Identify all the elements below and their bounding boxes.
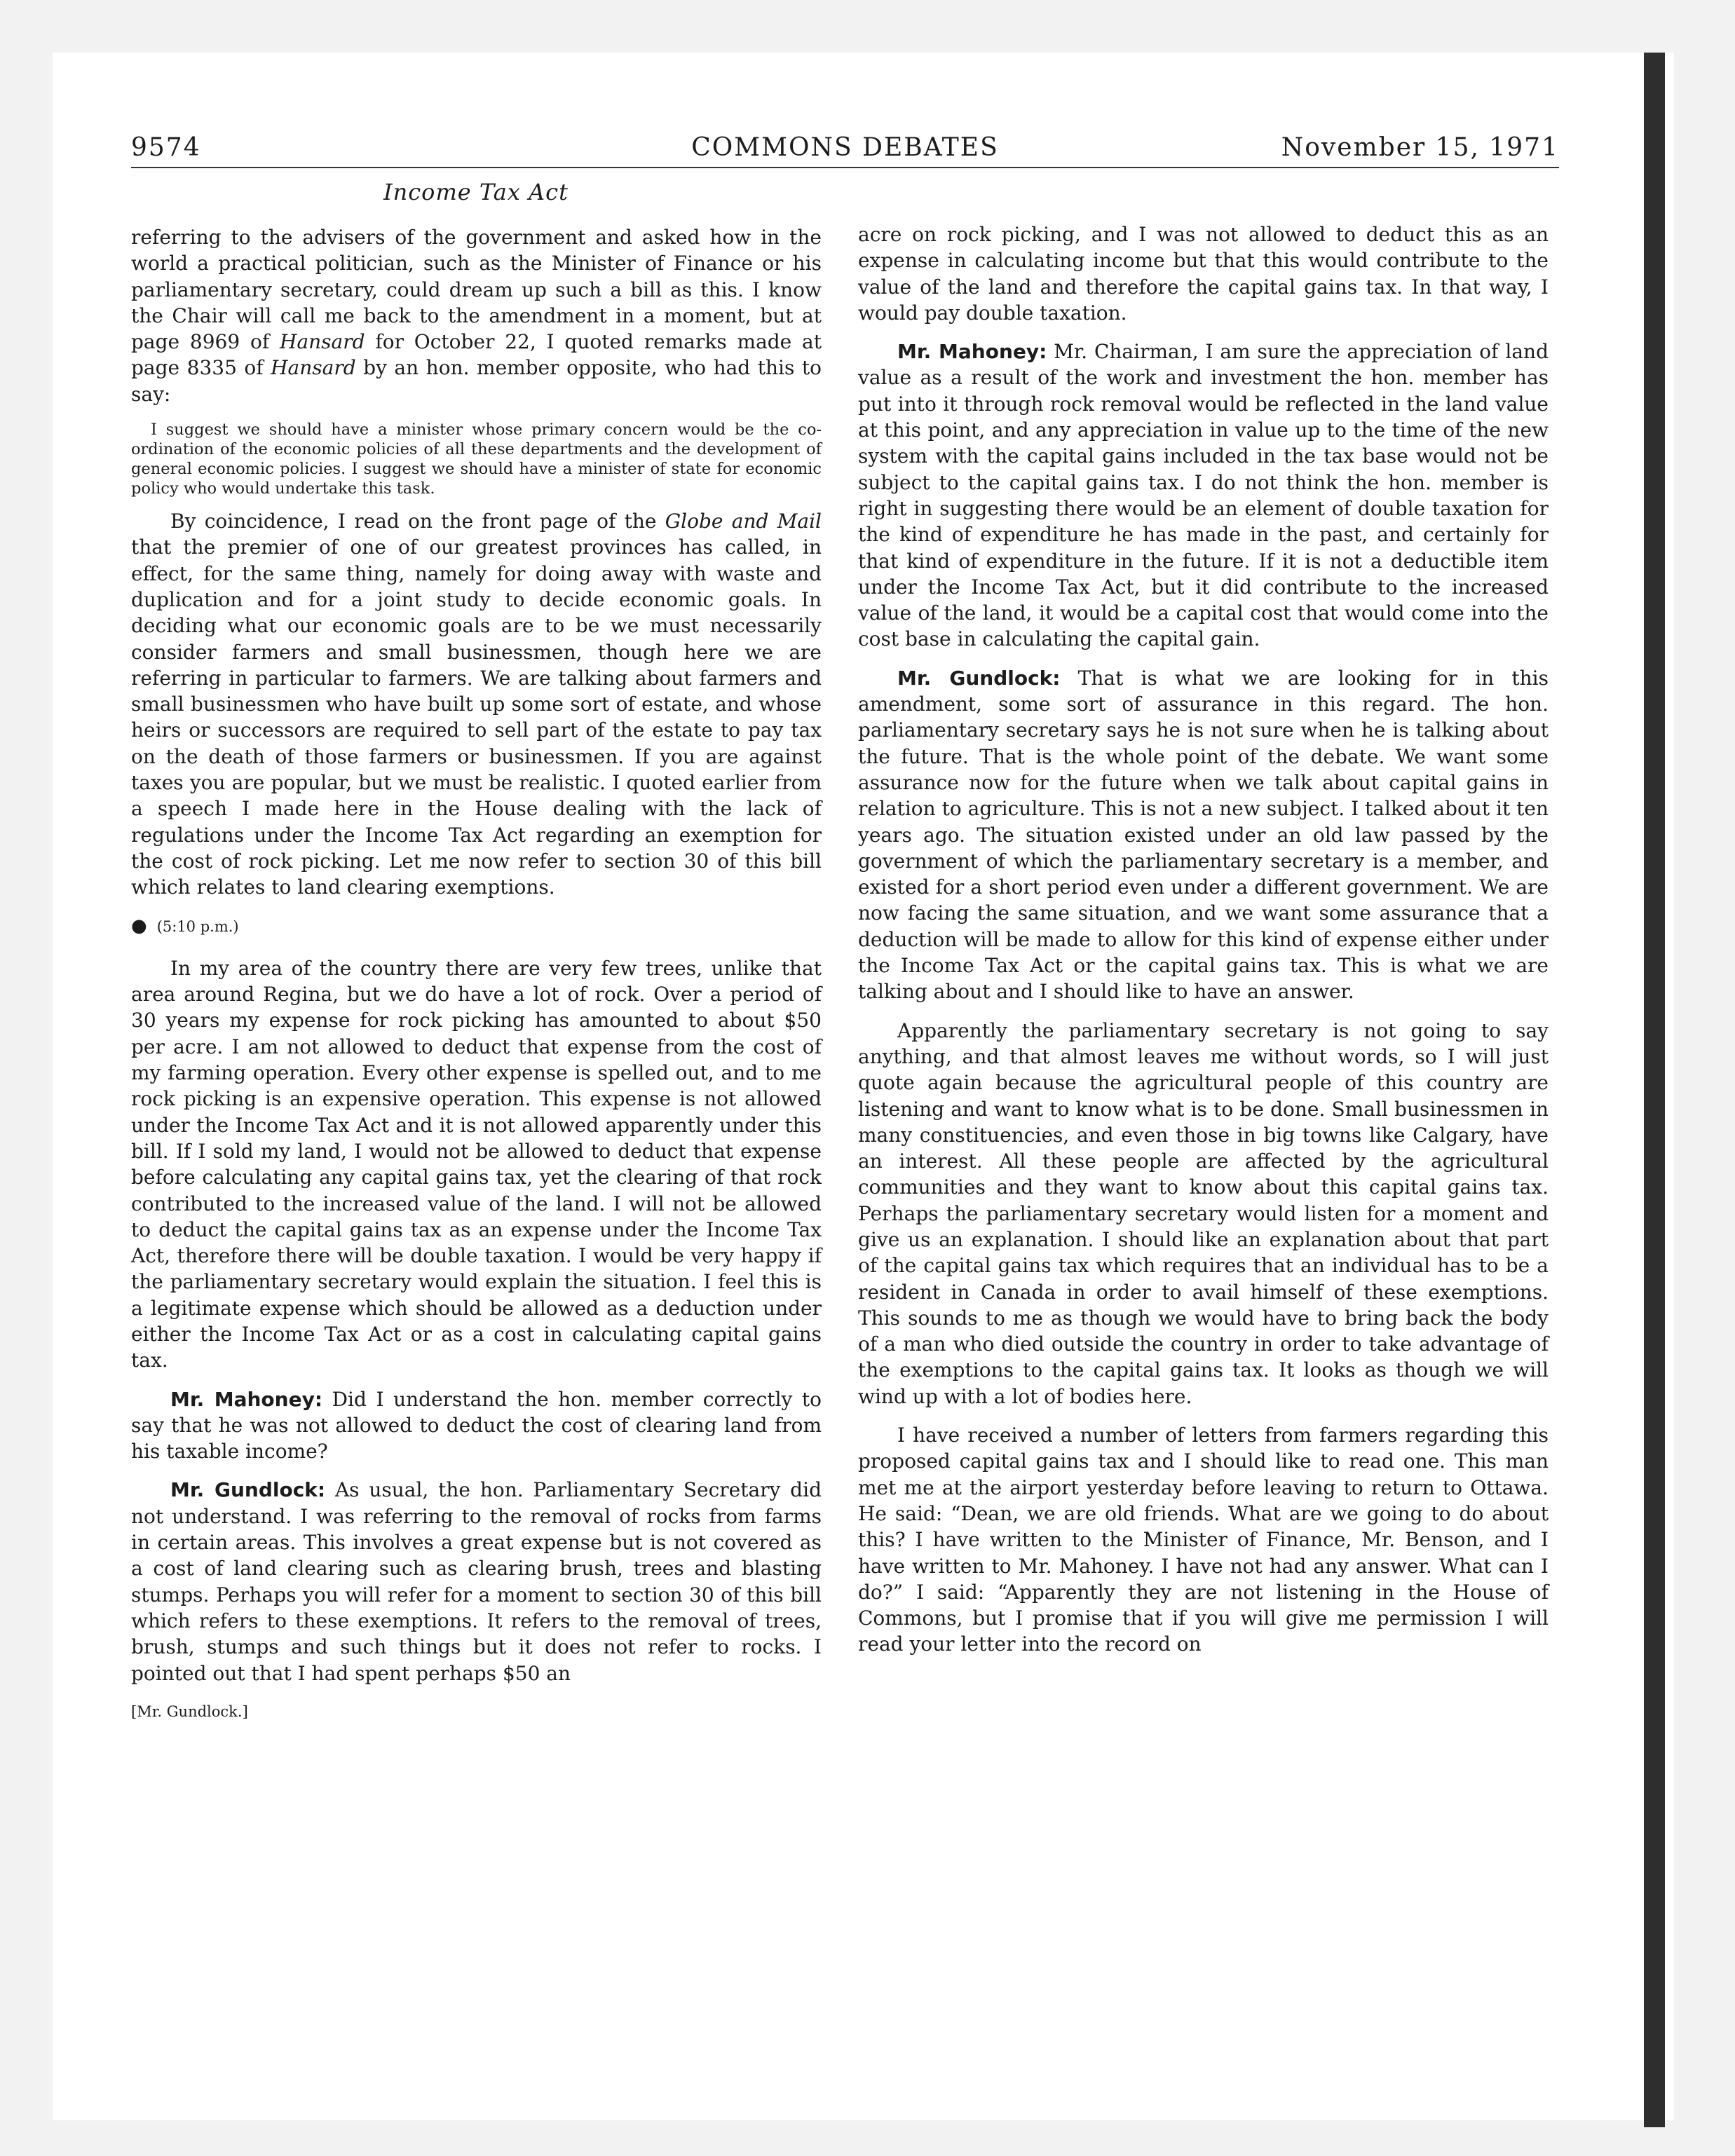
scan-edge-bar [1644,53,1665,2127]
speech: Mr. Gundlock: That is what we are looking for in this amendment, some sort of assurance in this regard. The hon. parliamentary secretary says he is not sure when he is talking about the future. That is the whole point of the debate. We want some assurance now for the future when we talk about capital gains in relation to agriculture. This is not a new subject. I talked about it ten years ago. The situation existed under an old law passed by the government of which the parliamentary secretary is a member, and existed for a short period even under a different government. We are now facing the same situation, and we want some assurance that a deduction will be made to allow for this kind of expense either under the Income Tax Act or the capital gains tax. This is what we are talking about and I should like to have an answer. [858,666,1549,1004]
paragraph: I have received a number of letters from farmers regarding this proposed capital gains tax and I should like to read one. This man met me at the airport yesterday before leaving to return to Ottawa. He said: “Dean, we are old friends. What are we going to do about this? I have written to the Minister of Finance, Mr. Benson, and I have written to Mr. Mahoney. I have not had any answer. What can I do?” I said: “Apparently they are not listening in the House of Commons, but I promise that if you will give me permission I will read your letter into the record on [858,1424,1549,1656]
paragraph: Apparently the parliamentary secretary is not going to say anything, and that almost leaves me without words, so I will just quote again because the agricultural people of this country are listening and want to know what is to be done. Small businessmen in many constituencies, and even those in big towns like Calgary, have an interest. All these people are affected by the agricultural communities and they want to know about this capital gains tax. Perhaps the parliamentary secretary would listen for a moment and give us an explanation. I should like an explanation about that part of the capital gains tax which requires that an individual has to be a resident in Canada in order to avail himself of these exemptions. This sounds to me as though we would have to bring back the body of a man who died outside the country in order to take advantage of the exemptions to the capital gains tax. It looks as though we will wind up with a lot of bodies here. [858,1018,1549,1408]
running-header [131,133,1559,168]
bullet-icon: ● [131,915,147,936]
speaker-name: Mr. Gundlock: [170,1478,326,1502]
speaker-name: Mr. Mahoney: [897,340,1047,364]
header-rule [131,167,1559,168]
paragraph: acre on rock picking, and I was not allowed to deduct this as an expense in calculating income but that this would contribute to the value of the land and therefore the capital gains tax. In that way, I would pay double taxation. [858,223,1549,325]
speech: Mr. Gundlock: As usual, the hon. Parliamentary Secretary did not understand. I was referring to the removal of rocks from farms in certain areas. This involves a great expense but is not covered as a cost of land clearing such as clearing brush, trees and blasting stumps. Perhaps you will refer for a moment to section 30 of this bill which refers to these exemptions. It refers to the removal of trees, brush, stumps and such things but it does not refer to rocks. I pointed out that I had spent perhaps $50 an [131,1478,822,1685]
paragraph: By coincidence, I read on the front page of the Globe and Mail that the premier of one of our greatest provinces has called, in effect, for the same thing, namely for doing away with waste and duplication and for a joint study to decide economic goals. In deciding what our economic goals are to be we must necessarily consider farmers and small businessmen, though here we are referring in particular to farmers. We are talking about farmers and small businessmen who have built up some sort of estate, and whose heirs or successors are required to sell part of the estate to pay tax on the death of those farmers or businessmen. If you are against taxes you are popular, but we must be realistic. I quoted earlier from a speech I made here in the House dealing with the lack of regulations under the Income Tax Act regarding an exemption for the cost of rock picking. Let me now refer to section 30 of this bill which relates to land clearing exemptions. [131,510,822,899]
speech: Mr. Mahoney: Mr. Chairman, I am sure the appreciation of land value as a result of the work and investment the hon. member has put into it through rock removal would be reflected in the land value at this point, and any appreciation in value up to the time of the new system with the capital gains included in the tax base would not be subject to the capital gains tax. I do not think the hon. member is right in suggesting there would be an element of double taxation for the kind of expenditure he has made in the past, and certainly for that kind of expenditure in the future. If it is not a deductible item under the Income Tax Act, but it did contribute to the increased value of the land, it would be a capital cost that would come into the cost base in calculating the capital gain. [858,340,1549,651]
speaker-footer: [Mr. Gundlock.] [131,1703,248,1720]
paragraph: referring to the advisers of the government and asked how in the world a practical politician, such as the Minister of Finance or his parliamentary secretary, could dream up such a bill as this. I know the Chair will call me back to the amendment in a moment, but at page 8969 of Hansard for October 22, I quoted remarks made at page 8335 of Hansard by an hon. member opposite, who had this to say: [131,226,822,406]
left-column [131,224,822,1725]
speech: Mr. Mahoney: Did I understand the hon. member correctly to say that he was not allowed to deduct the cost of clearing land from his taxable income? [131,1387,822,1464]
section-subheading: Income Tax Act [383,179,569,205]
paragraph: In my area of the country there are very few trees, unlike that area around Regina, but we do have a lot of rock. Over a period of 30 years my expense for rock picking has amounted to about $50 per acre. I am not allowed to deduct that expense from the cost of my farming operation. Every other expense is spelled out, and to me rock picking is an expensive operation. This expense is not allowed under the Income Tax Act and it is not allowed apparently under this bill. If I sold my land, I would not be allowed to deduct that expense before calculating any capital gains tax, yet the clearing of that rock contributed to the increased value of the land. I will not be allowed to deduct the capital gains tax as an expense under the Income Tax Act, therefore there will be double taxation. I would be very happy if the parliamentary secretary would explain the situation. I feel this is a legitimate expense which should be allowed as a deduction under either the Income Tax Act or as a cost in calculating capital gains tax. [131,956,822,1372]
publication-title: COMMONS DEBATES [691,133,999,162]
right-column [858,221,1549,1670]
publication-date: November 15, 1971 [1281,133,1559,162]
time-stamp: ● (5:10 p.m.) [131,915,239,936]
speaker-name: Mr. Gundlock: [897,666,1061,690]
speaker-name: Mr. Mahoney: [170,1387,323,1411]
page-number: 9574 [131,133,201,162]
block-quote: I suggest we should have a minister whose primary concern would be the co-ordination of the economic policies of all these departments and the development of general economic policies. I suggest we should have a minister of state for economic policy who would undertake this task. [131,421,822,498]
